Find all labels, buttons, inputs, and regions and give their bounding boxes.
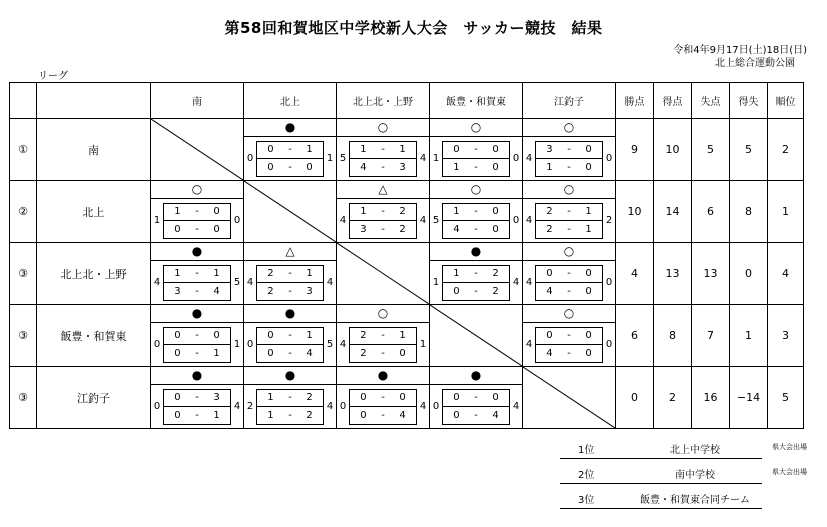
- second-half: 0 - 4: [453, 409, 499, 421]
- page-title: 第58回和賀地区中学校新人大会 サッカー競技 結果: [224, 19, 603, 37]
- rank-team: 北上中学校: [670, 445, 720, 456]
- stat-value: 8: [730, 181, 768, 243]
- team-name: 南: [37, 119, 151, 181]
- rank-position: 2位: [578, 470, 595, 481]
- first-half-for: 1: [267, 392, 274, 404]
- first-half-against: 2: [492, 268, 499, 280]
- stat-value: −14: [730, 367, 768, 429]
- first-half-against: 1: [213, 268, 220, 280]
- second-half-for: 4: [546, 347, 553, 359]
- first-half-for: 2: [267, 268, 274, 280]
- second-half: 0 - 4: [267, 347, 313, 359]
- ranking-row: [560, 459, 807, 484]
- second-half-against: 0: [492, 223, 499, 235]
- first-half: 0 - 3: [164, 390, 230, 408]
- first-half-against: 2: [399, 206, 406, 218]
- result-symbol: ●: [151, 367, 243, 385]
- goals-against: 0: [512, 153, 520, 164]
- second-half-for: 1: [267, 409, 274, 421]
- goals-for: 4: [525, 153, 533, 164]
- second-half: 1 - 0: [546, 161, 592, 173]
- diagonal-cell: [151, 119, 244, 181]
- goals-for: 0: [246, 339, 254, 350]
- first-half-against: 2: [306, 392, 313, 404]
- first-half: 0 - 0: [443, 390, 509, 408]
- second-half-for: 4: [453, 223, 460, 235]
- first-half: 0 - 0: [536, 266, 602, 284]
- row-index: ③: [10, 305, 37, 367]
- goals-for: 1: [153, 215, 161, 226]
- half-scores: [163, 265, 231, 301]
- half-scores: [256, 327, 324, 363]
- half-scores: [256, 389, 324, 425]
- second-half-against: 1: [213, 409, 220, 421]
- half-scores: [535, 203, 603, 239]
- goals-against: 0: [605, 153, 613, 164]
- second-half: 2 - 0: [360, 347, 406, 359]
- stat-value: 16: [692, 367, 730, 429]
- second-half-against: 4: [306, 347, 313, 359]
- goals-for: 0: [153, 401, 161, 412]
- second-half-against: 4: [399, 409, 406, 421]
- goals-against: 4: [512, 277, 520, 288]
- first-half: 0 - 1: [257, 328, 323, 346]
- stat-value: 2: [768, 119, 804, 181]
- second-half-against: 2: [399, 223, 406, 235]
- result-symbol: ○: [523, 119, 615, 137]
- first-half: 1 - 0: [443, 204, 509, 222]
- second-half-for: 1: [453, 161, 460, 173]
- second-half-against: 0: [585, 161, 592, 173]
- result-symbol: ●: [244, 119, 336, 137]
- event-date: 令和4年9月17日(土)18日(日): [673, 45, 807, 56]
- header-team: 飯豊・和賀東: [430, 83, 523, 119]
- half-scores: [163, 203, 231, 239]
- match-cell: [151, 181, 244, 243]
- second-half: 3 - 4: [174, 285, 220, 297]
- team-name: 北上: [37, 181, 151, 243]
- stat-value: 10: [654, 119, 692, 181]
- second-half: 4 - 0: [546, 285, 592, 297]
- goals-against: 1: [419, 339, 427, 350]
- result-symbol: ○: [430, 181, 522, 199]
- first-half: 1 - 1: [164, 266, 230, 284]
- stat-value: 5: [768, 367, 804, 429]
- match-cell: [151, 243, 244, 305]
- rank-position: 1位: [578, 445, 595, 456]
- second-half-against: 0: [585, 347, 592, 359]
- first-half-against: 0: [492, 144, 499, 156]
- result-symbol: ○: [151, 181, 243, 199]
- stat-value: 6: [616, 305, 654, 367]
- goals-against: 0: [605, 277, 613, 288]
- first-half-for: 0: [174, 392, 181, 404]
- second-half-for: 0: [174, 409, 181, 421]
- ranking-row: [560, 434, 807, 459]
- first-half-against: 0: [585, 144, 592, 156]
- first-half: 3 - 0: [536, 142, 602, 160]
- team-row: [10, 181, 804, 243]
- goals-for: 1: [432, 153, 440, 164]
- first-half-for: 1: [360, 206, 367, 218]
- first-half-for: 0: [546, 330, 553, 342]
- second-half-for: 4: [360, 161, 367, 173]
- match-cell: [337, 181, 430, 243]
- match-cell: [337, 119, 430, 181]
- header-team: 江釣子: [523, 83, 616, 119]
- second-half-for: 3: [360, 223, 367, 235]
- team-row: [10, 243, 804, 305]
- stat-value: 10: [616, 181, 654, 243]
- result-symbol: ○: [523, 305, 615, 323]
- result-symbol: △: [337, 181, 429, 199]
- match-cell: [244, 243, 337, 305]
- first-half-against: 1: [399, 330, 406, 342]
- first-half-for: 3: [546, 144, 553, 156]
- stat-value: 5: [730, 119, 768, 181]
- result-symbol: ●: [244, 367, 336, 385]
- second-half: 2 - 3: [267, 285, 313, 297]
- match-cell: [523, 119, 616, 181]
- result-symbol: ●: [430, 243, 522, 261]
- second-half-for: 1: [546, 161, 553, 173]
- first-half-against: 1: [585, 206, 592, 218]
- first-half-against: 0: [492, 206, 499, 218]
- first-half-against: 0: [213, 330, 220, 342]
- header-blank-name: [37, 83, 151, 119]
- second-half-for: 2: [267, 285, 274, 297]
- half-scores: [349, 203, 417, 239]
- stat-value: 8: [654, 305, 692, 367]
- first-half-for: 1: [453, 268, 460, 280]
- second-half-for: 0: [267, 161, 274, 173]
- goals-for: 4: [246, 277, 254, 288]
- result-symbol: ○: [430, 119, 522, 137]
- second-half: 0 - 0: [267, 161, 313, 173]
- goals-against: 4: [419, 401, 427, 412]
- goals-for: 0: [246, 153, 254, 164]
- stat-value: 14: [654, 181, 692, 243]
- second-half-against: 3: [399, 161, 406, 173]
- second-half-against: 0: [492, 161, 499, 173]
- stat-value: 1: [768, 181, 804, 243]
- first-half: 2 - 1: [350, 328, 416, 346]
- result-symbol: ●: [151, 243, 243, 261]
- first-half: 1 - 2: [350, 204, 416, 222]
- goals-against: 4: [326, 277, 334, 288]
- goals-for: 4: [525, 339, 533, 350]
- stat-value: 3: [768, 305, 804, 367]
- header-stat: 失点: [692, 83, 730, 119]
- goals-against: 5: [326, 339, 334, 350]
- goals-for: 2: [246, 401, 254, 412]
- goals-against: 4: [512, 401, 520, 412]
- rank-team: 飯豊・和賀東合同チーム: [640, 495, 750, 506]
- diagonal-cell: [430, 305, 523, 367]
- stat-value: 6: [692, 181, 730, 243]
- stat-value: 13: [692, 243, 730, 305]
- first-half-against: 0: [213, 206, 220, 218]
- stat-value: 4: [768, 243, 804, 305]
- header-stat: 得失: [730, 83, 768, 119]
- second-half-for: 0: [174, 223, 181, 235]
- first-half: 1 - 2: [257, 390, 323, 408]
- match-cell: [523, 305, 616, 367]
- result-symbol: ○: [337, 305, 429, 323]
- match-cell: [244, 367, 337, 429]
- match-cell: [523, 243, 616, 305]
- result-symbol: ●: [151, 305, 243, 323]
- second-half: 4 - 0: [453, 223, 499, 235]
- rank-note: 県大会出場: [772, 443, 807, 451]
- second-half-against: 3: [306, 285, 313, 297]
- stat-value: 2: [654, 367, 692, 429]
- rank-note: 県大会出場: [772, 468, 807, 476]
- first-half: 1 - 2: [443, 266, 509, 284]
- second-half-for: 0: [174, 347, 181, 359]
- first-half-for: 1: [453, 206, 460, 218]
- result-symbol: ●: [337, 367, 429, 385]
- team-row: [10, 119, 804, 181]
- half-scores: [163, 327, 231, 363]
- first-half-against: 0: [492, 392, 499, 404]
- second-half-for: 0: [360, 409, 367, 421]
- second-half-against: 4: [492, 409, 499, 421]
- first-half-against: 1: [306, 330, 313, 342]
- row-index: ②: [10, 181, 37, 243]
- half-scores: [256, 141, 324, 177]
- goals-for: 4: [153, 277, 161, 288]
- first-half: 0 - 0: [164, 328, 230, 346]
- goals-for: 4: [525, 277, 533, 288]
- match-cell: [337, 305, 430, 367]
- first-half-against: 0: [585, 330, 592, 342]
- first-half: 2 - 1: [536, 204, 602, 222]
- row-index: ③: [10, 367, 37, 429]
- first-half-for: 1: [174, 268, 181, 280]
- first-half-for: 0: [360, 392, 367, 404]
- diagonal-cell: [523, 367, 616, 429]
- rank-team: 南中学校: [675, 470, 715, 481]
- second-half-against: 2: [492, 285, 499, 297]
- half-scores: [349, 141, 417, 177]
- league-label: リーグ: [38, 71, 68, 82]
- half-scores: [349, 327, 417, 363]
- match-cell: [151, 367, 244, 429]
- diagonal-cell: [337, 243, 430, 305]
- match-cell: [244, 119, 337, 181]
- league-table: [9, 82, 804, 429]
- second-half: 2 - 1: [546, 223, 592, 235]
- result-symbol: △: [244, 243, 336, 261]
- rank-position: 3位: [578, 495, 595, 506]
- half-scores: [442, 203, 510, 239]
- header-stat: 勝点: [616, 83, 654, 119]
- goals-against: 4: [326, 401, 334, 412]
- first-half-for: 1: [360, 144, 367, 156]
- second-half-against: 0: [306, 161, 313, 173]
- goals-against: 4: [233, 401, 241, 412]
- second-half-against: 2: [306, 409, 313, 421]
- first-half: 1 - 1: [350, 142, 416, 160]
- match-cell: [337, 367, 430, 429]
- first-half-against: 1: [306, 268, 313, 280]
- goals-for: 5: [339, 153, 347, 164]
- first-half: 0 - 0: [443, 142, 509, 160]
- first-half-for: 2: [546, 206, 553, 218]
- half-scores: [535, 141, 603, 177]
- second-half-for: 4: [546, 285, 553, 297]
- team-name: 江釣子: [37, 367, 151, 429]
- half-scores: [256, 265, 324, 301]
- header-blank-index: [10, 83, 37, 119]
- goals-for: 0: [153, 339, 161, 350]
- first-half-for: 0: [267, 144, 274, 156]
- second-half-against: 1: [213, 347, 220, 359]
- result-symbol: ●: [430, 367, 522, 385]
- stat-value: 0: [616, 367, 654, 429]
- stat-value: 1: [730, 305, 768, 367]
- diagonal-cell: [244, 181, 337, 243]
- goals-against: 2: [605, 215, 613, 226]
- first-half: 2 - 1: [257, 266, 323, 284]
- stat-value: 13: [654, 243, 692, 305]
- stat-value: 4: [616, 243, 654, 305]
- goals-for: 5: [432, 215, 440, 226]
- second-half-against: 0: [213, 223, 220, 235]
- first-half-for: 0: [453, 144, 460, 156]
- first-half-for: 0: [453, 392, 460, 404]
- goals-against: 4: [419, 215, 427, 226]
- goals-for: 1: [432, 277, 440, 288]
- second-half-for: 0: [453, 285, 460, 297]
- ranking-row: [560, 484, 762, 509]
- header-stat: 順位: [768, 83, 804, 119]
- first-half-for: 0: [174, 330, 181, 342]
- half-scores: [535, 327, 603, 363]
- match-cell: [430, 243, 523, 305]
- stat-value: 7: [692, 305, 730, 367]
- header-stat: 得点: [654, 83, 692, 119]
- goals-for: 0: [339, 401, 347, 412]
- event-venue: 北上総合運動公園: [715, 58, 795, 69]
- match-cell: [430, 119, 523, 181]
- first-half-for: 1: [174, 206, 181, 218]
- first-half-against: 1: [306, 144, 313, 156]
- goals-against: 1: [233, 339, 241, 350]
- second-half: 0 - 4: [360, 409, 406, 421]
- goals-against: 5: [233, 277, 241, 288]
- stat-value: 9: [616, 119, 654, 181]
- half-scores: [442, 141, 510, 177]
- result-symbol: ○: [523, 243, 615, 261]
- result-symbol: ○: [337, 119, 429, 137]
- team-name: 北上北・上野: [37, 243, 151, 305]
- match-cell: [523, 181, 616, 243]
- goals-for: 4: [339, 339, 347, 350]
- second-half-for: 0: [453, 409, 460, 421]
- match-cell: [430, 181, 523, 243]
- half-scores: [442, 265, 510, 301]
- second-half: 0 - 1: [174, 347, 220, 359]
- first-half: 0 - 0: [536, 328, 602, 346]
- second-half: 1 - 2: [267, 409, 313, 421]
- match-cell: [244, 305, 337, 367]
- goals-against: 1: [326, 153, 334, 164]
- goals-for: 4: [525, 215, 533, 226]
- second-half: 4 - 3: [360, 161, 406, 173]
- second-half: 0 - 2: [453, 285, 499, 297]
- second-half-for: 2: [546, 223, 553, 235]
- row-index: ③: [10, 243, 37, 305]
- stat-value: 5: [692, 119, 730, 181]
- second-half: 0 - 0: [174, 223, 220, 235]
- second-half: 4 - 0: [546, 347, 592, 359]
- second-half-against: 4: [213, 285, 220, 297]
- first-half-against: 0: [399, 392, 406, 404]
- first-half-for: 2: [360, 330, 367, 342]
- first-half: 0 - 1: [257, 142, 323, 160]
- goals-against: 4: [419, 153, 427, 164]
- second-half-against: 0: [399, 347, 406, 359]
- goals-against: 0: [233, 215, 241, 226]
- half-scores: [535, 265, 603, 301]
- header-team: 北上北・上野: [337, 83, 430, 119]
- half-scores: [163, 389, 231, 425]
- first-half-for: 0: [267, 330, 274, 342]
- team-name: 飯豊・和賀東: [37, 305, 151, 367]
- goals-against: 0: [605, 339, 613, 350]
- second-half-for: 3: [174, 285, 181, 297]
- goals-against: 0: [512, 215, 520, 226]
- half-scores: [349, 389, 417, 425]
- second-half-against: 0: [585, 285, 592, 297]
- team-row: [10, 367, 804, 429]
- result-symbol: ○: [523, 181, 615, 199]
- match-cell: [151, 305, 244, 367]
- row-index: ①: [10, 119, 37, 181]
- stat-value: 0: [730, 243, 768, 305]
- second-half: 3 - 2: [360, 223, 406, 235]
- second-half: 0 - 1: [174, 409, 220, 421]
- first-half: 0 - 0: [350, 390, 416, 408]
- first-half-against: 0: [585, 268, 592, 280]
- result-symbol: ●: [244, 305, 336, 323]
- first-half-against: 1: [399, 144, 406, 156]
- first-half-for: 0: [546, 268, 553, 280]
- second-half-against: 1: [585, 223, 592, 235]
- second-half-for: 2: [360, 347, 367, 359]
- first-half-against: 3: [213, 392, 220, 404]
- header-team: 南: [151, 83, 244, 119]
- second-half: 1 - 0: [453, 161, 499, 173]
- goals-for: 0: [432, 401, 440, 412]
- header-team: 北上: [244, 83, 337, 119]
- goals-for: 4: [339, 215, 347, 226]
- first-half: 1 - 0: [164, 204, 230, 222]
- second-half-for: 0: [267, 347, 274, 359]
- team-row: [10, 305, 804, 367]
- match-cell: [430, 367, 523, 429]
- half-scores: [442, 389, 510, 425]
